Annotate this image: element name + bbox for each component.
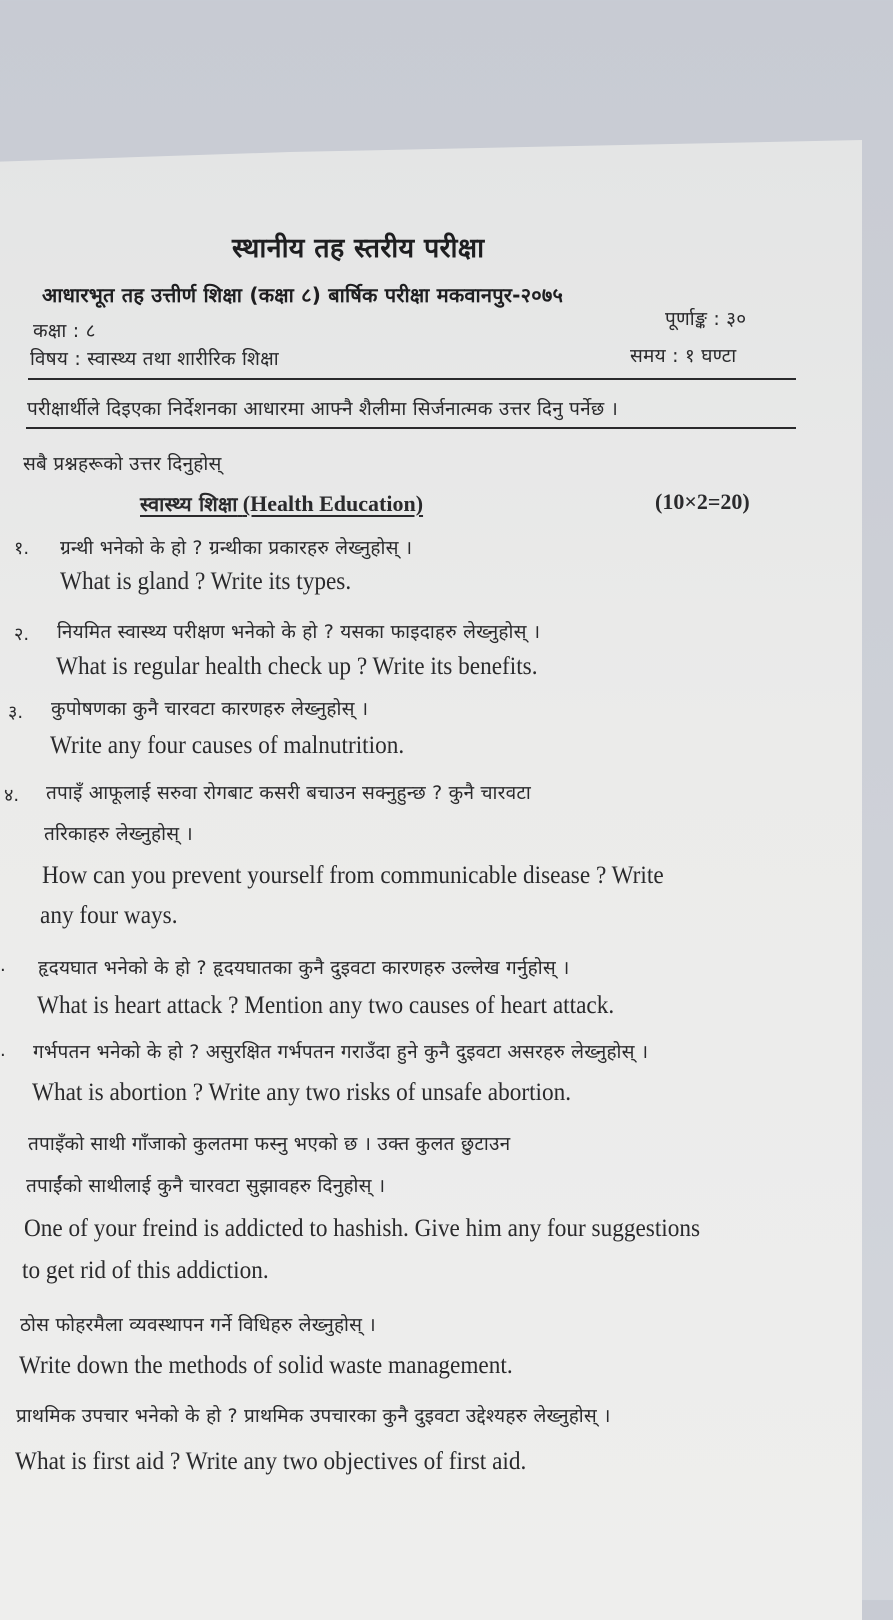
full-marks: पूर्णाङ्क : ३० — [665, 308, 747, 330]
question-1-np: ग्रन्थी भनेको के हो ? ग्रन्थीका प्रकारहरु लेख्नुहोस् । — [60, 537, 413, 559]
question-4-np-line-1: तपाइँ आफूलाई सरुवा रोगबाट कसरी बचाउन सक्नुहुन्छ ? कुनै चारवटा — [46, 782, 532, 804]
exam-title: स्थानीय तह स्तरीय परीक्षा — [232, 233, 485, 264]
question-9-en: What is first aid ? Write any two objectives of first aid. — [15, 1448, 527, 1475]
question-4-np-line-2: तरिकाहरु लेख्नुहोस् । — [44, 823, 193, 845]
question-3-np: कुपोषणका कुनै चारवटा कारणहरु लेख्नुहोस् । — [51, 698, 369, 720]
question-7-np-line-2: तपाईंको साथीलाई कुनै चारवटा सुझावहरु दिनुहोस् । — [26, 1175, 386, 1197]
question-number: ३. — [8, 702, 24, 723]
class-label: कक्षा : ८ — [33, 320, 96, 342]
section-marks: (10×2=20) — [655, 489, 750, 514]
question-number: . — [0, 955, 6, 976]
question-8-np: ठोस फोहरमैला व्यवस्थापन गर्ने विधिहरु लेख्नुहोस् । — [20, 1314, 376, 1336]
question-number: . — [0, 1040, 6, 1061]
question-4-en-line-1: How can you prevent yourself from communicable disease ? Write — [42, 862, 664, 889]
general-instruction: सबै प्रश्नहरूको उत्तर दिनुहोस् — [23, 453, 222, 475]
question-2-en: What is regular health check up ? Write its benefits. — [56, 653, 538, 680]
section-title-np: स्वास्थ्य शिक्षा — [140, 492, 238, 516]
question-9-np: प्राथमिक उपचार भनेको के हो ? प्राथमिक उपचारका कुनै दुइवटा उद्देश्यहरु लेख्नुहोस् । — [16, 1405, 611, 1427]
question-5-en: What is heart attack ? Mention any two causes of heart attack. — [37, 992, 615, 1019]
question-7-en-line-1: One of your freind is addicted to hashish. Give him any four suggestions — [24, 1215, 701, 1242]
exam-instruction: परीक्षार्थीले दिइएका निर्देशनका आधारमा आफ्नै शैलीमा सिर्जनात्मक उत्तर दिनु पर्नेछ । — [27, 398, 619, 420]
section-title-en: (Health Education) — [242, 491, 424, 516]
question-number: ४. — [4, 785, 20, 806]
header-divider-top — [28, 378, 796, 380]
header-divider-bottom — [26, 427, 796, 429]
question-3-en: Write any four causes of malnutrition. — [50, 732, 405, 759]
question-1-en: What is gland ? Write its types. — [60, 568, 352, 595]
question-7-np-line-1: तपाइँको साथी गाँजाको कुलतमा फस्नु भएको छ । उक्त कुलत छुटाउन — [28, 1133, 511, 1155]
question-4-en-line-2: any four ways. — [40, 902, 178, 929]
question-7-en-line-2: to get rid of this addiction. — [22, 1257, 269, 1284]
time-label: समय : १ घण्टा — [630, 345, 737, 367]
question-6-np: गर्भपतन भनेको के हो ? असुरक्षित गर्भपतन गराउँदा हुने कुनै दुइवटा असरहरु लेख्नुहोस् । — [33, 1041, 649, 1063]
question-6-en: What is abortion ? Write any two risks of unsafe abortion. — [32, 1079, 572, 1106]
exam-subtitle: आधारभूत तह उत्तीर्ण शिक्षा (कक्षा ८) बार्षिक परीक्षा मकवानपुर-२०७५ — [42, 283, 564, 307]
question-8-en: Write down the methods of solid waste management. — [19, 1352, 513, 1379]
question-2-np: नियमित स्वास्थ्य परीक्षण भनेको के हो ? यसका फाइदाहरु लेख्नुहोस् । — [57, 621, 541, 643]
section-heading — [140, 490, 423, 517]
question-5-np: हृदयघात भनेको के हो ? हृदयघातका कुनै दुइवटा कारणहरु उल्लेख गर्नुहोस् । — [38, 957, 570, 979]
subject-label: विषय : स्वास्थ्य तथा शारीरिक शिक्षा — [30, 348, 279, 370]
question-number: २. — [14, 624, 30, 645]
question-number: १. — [14, 538, 30, 559]
